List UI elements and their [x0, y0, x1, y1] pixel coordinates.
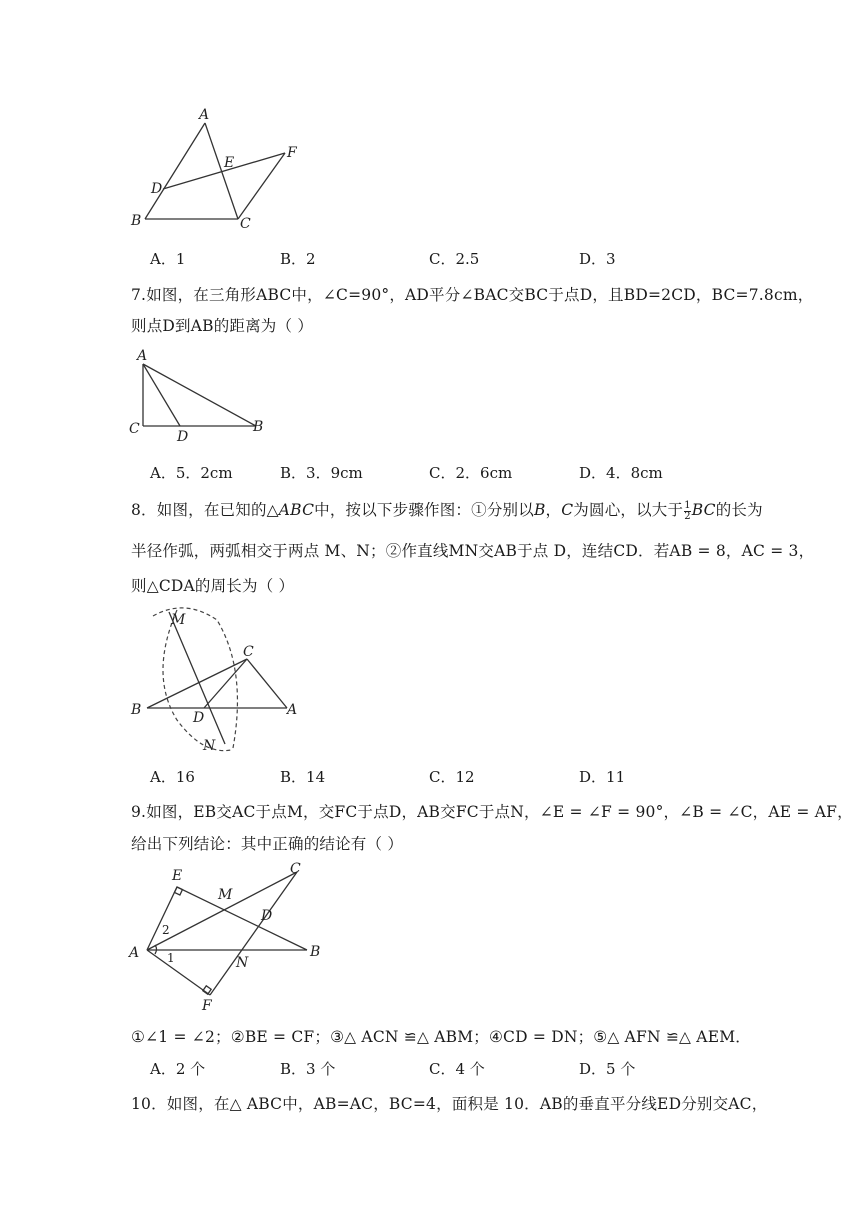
option-b[interactable]: B．3．9cm [280, 464, 363, 482]
option-c[interactable]: C．4 个 [429, 1060, 485, 1078]
q8-line1-b: 中，按以下步骤作图：①分别以 [314, 501, 534, 519]
label-D: D [193, 710, 205, 726]
option-d[interactable]: D．11 [579, 768, 626, 786]
q8-text-line2: 半径作弧，两弧相交于两点 M、N；②作直线MN交AB于点 D，连结CD．若AB = 8，AC = 3， [131, 542, 815, 560]
label-E: E [224, 155, 235, 171]
q10-text-line1: 10．如图，在△ ABC中，AB=AC，BC=4，面积是 10．AB的垂直平分线ED分别交AC， [131, 1095, 768, 1113]
option-c[interactable]: C．2.5 [429, 250, 480, 268]
label-E: E [172, 868, 183, 884]
option-a[interactable]: A．1 [150, 250, 186, 268]
label-C: C [243, 644, 254, 660]
q8-figure [125, 600, 315, 760]
label-B: B [253, 419, 264, 435]
q8-sep: ， [545, 501, 562, 519]
q9-figure [125, 858, 335, 1018]
label-A: A [199, 107, 210, 123]
label-D: D [177, 429, 189, 445]
option-b[interactable]: B．2 [280, 250, 316, 268]
label-B: B [310, 944, 321, 960]
label-A: A [129, 945, 140, 961]
q8-text-line1 [131, 498, 763, 522]
q8-fraction [684, 501, 691, 522]
label-M: M [171, 612, 186, 628]
label-C: C [240, 216, 251, 232]
q8-tri-abc: △ABC [266, 501, 315, 519]
option-c[interactable]: C．12 [429, 768, 475, 786]
q7-text-line2: 则点D到AB的距离为（ ） [131, 317, 314, 335]
q8-segment-bc: BC [691, 501, 716, 519]
q8-line1-c: 为圆心，以大于 [573, 501, 684, 519]
option-d[interactable]: D．5 个 [579, 1060, 636, 1078]
angle-label-1: 1 [167, 951, 175, 965]
q8-point-c: C [561, 501, 574, 519]
label-A: A [287, 702, 298, 718]
label-B: B [131, 702, 142, 718]
option-a[interactable]: A．2 个 [150, 1060, 206, 1078]
q9-text-line1: 9.如图，EB交AC于点M，交FC于点D，AB交FC于点N，∠E = ∠F = 90°，∠B = ∠C，AE = AF， [131, 803, 853, 821]
label-M: M [218, 887, 233, 903]
q8-line1-d: 的长为 [715, 501, 763, 519]
option-d[interactable]: D．4．8cm [579, 464, 663, 482]
label-B: B [131, 213, 142, 229]
option-a[interactable]: A．5．2cm [150, 464, 233, 482]
label-D: D [151, 181, 163, 197]
fraction-numerator: 1 [684, 499, 691, 511]
option-a[interactable]: A．16 [150, 768, 195, 786]
angle-label-2: 2 [162, 923, 170, 937]
option-b[interactable]: B．14 [280, 768, 326, 786]
label-C: C [129, 421, 140, 437]
q9-text-line2: 给出下列结论：其中正确的结论有（ ） [131, 835, 404, 853]
q6-figure [125, 105, 310, 235]
q8-line1-a: 8．如图，在已知的 [131, 501, 267, 519]
label-N: N [236, 955, 249, 971]
label-C: C [290, 861, 301, 877]
q7-text-line1: 7.如图，在三角形ABC中，∠C=90°，AD平分∠BAC交BC于点D，且BD=2CD，BC=7.8cm， [131, 286, 814, 304]
q8-point-b: B [533, 501, 546, 519]
label-A: A [137, 348, 148, 364]
option-d[interactable]: D．3 [579, 250, 616, 268]
q9-statements: ①∠1 = ∠2；②BE = CF；③△ ACN ≌△ ABM；④CD = DN；⑤△ AFN ≌△ AEM． [131, 1028, 751, 1046]
option-b[interactable]: B．3 个 [280, 1060, 336, 1078]
q8-text-line3: 则△CDA的周长为（ ） [131, 577, 295, 595]
option-c[interactable]: C．2．6cm [429, 464, 513, 482]
q7-figure [125, 345, 275, 445]
label-F: F [287, 145, 297, 161]
label-D: D [261, 908, 273, 924]
fraction-denominator: 2 [684, 510, 691, 522]
label-F: F [202, 998, 212, 1014]
label-N: N [203, 738, 216, 754]
